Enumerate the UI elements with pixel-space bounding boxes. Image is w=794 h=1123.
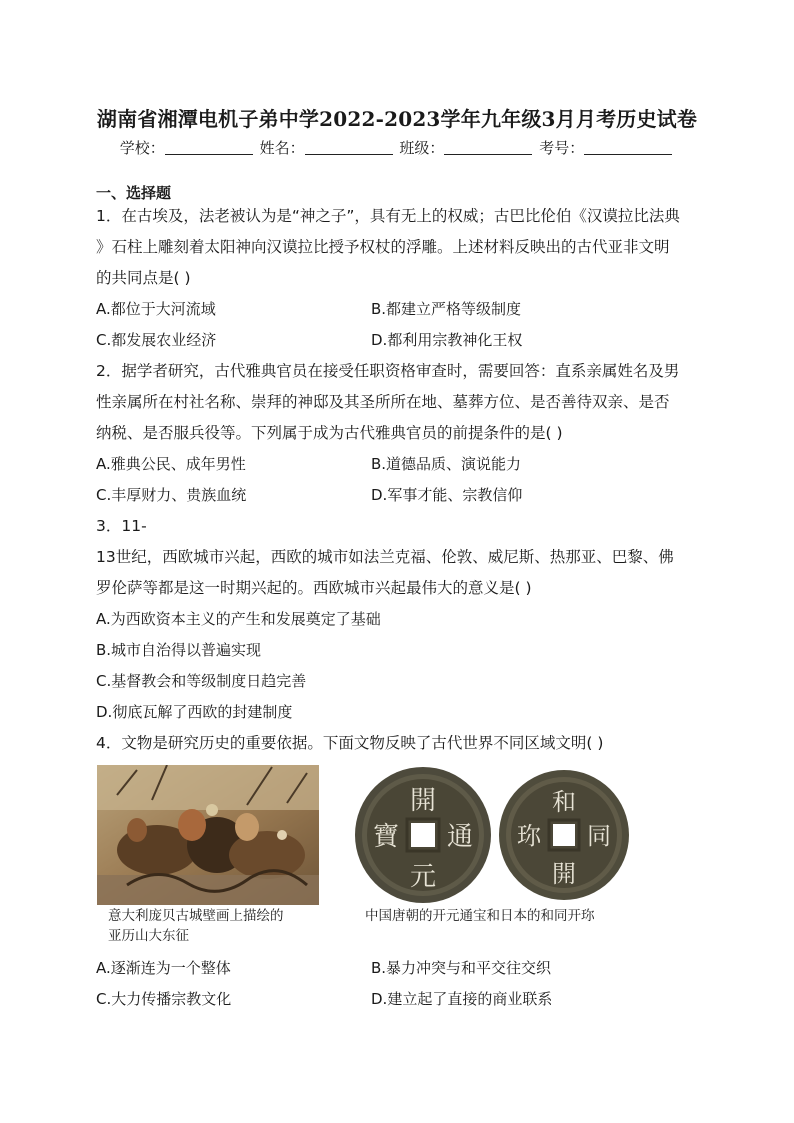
number-label: 考号： [539, 139, 585, 157]
q1-stem-line-2: 》石柱上雕刻着太阳神向汉谟拉比授予权杖的浮雕。上述材料反映出的古代亚非文明 [96, 238, 670, 256]
q3-option-b[interactable]: B.城市自治得以普遍实现 [96, 641, 262, 659]
school-label: 学校： [119, 139, 165, 157]
q2-stem-line-2: 性亲属所在村社名称、崇拜的神邸及其圣所所在地、墓葬方位、是否善待双亲、是否 [96, 393, 670, 411]
q2-option-c[interactable]: C.丰厚财力、贵族血统 [96, 486, 247, 504]
q1-option-a[interactable]: A.都位于大河流域 [96, 300, 216, 318]
q4-option-b[interactable]: B.暴力冲突与和平交往交织 [371, 959, 552, 977]
q2-stem-line-1: 2．据学者研究，古代雅典官员在接受任职资格审查时，需要回答：直系亲属姓名及男 [96, 362, 680, 380]
q3-stem-line-1: 3．11- [96, 517, 147, 535]
wado-kaichin-coin-image [497, 768, 631, 902]
q3-option-d[interactable]: D.彻底瓦解了西欧的封建制度 [96, 703, 293, 721]
q2-option-b[interactable]: B.道德品质、演说能力 [371, 455, 522, 473]
q4-stem-line-1: 4．文物是研究历史的重要依据。下面文物反映了古代世界不同区域文明( ) [96, 734, 604, 752]
caption-coins: 中国唐朝的开元通宝和日本的和同开珎 [365, 908, 595, 924]
q3-option-c[interactable]: C.基督教会和等级制度日趋完善 [96, 672, 307, 690]
coin2-char-bottom: 開 [552, 860, 576, 888]
kaiyuan-tongbao-coin-image [352, 765, 494, 905]
class-blank[interactable] [444, 140, 532, 155]
q4-option-a[interactable]: A.逐渐连为一个整体 [96, 959, 231, 977]
q3-stem-line-2: 13世纪，西欧城市兴起，西欧的城市如法兰克福、伦敦、威尼斯、热那亚、巴黎、佛 [96, 548, 674, 566]
section-heading: 一、选择题 [96, 184, 172, 202]
coin1-char-right: 通 [446, 822, 474, 852]
q4-option-d[interactable]: D.建立起了直接的商业联系 [371, 990, 553, 1008]
q1-option-c[interactable]: C.都发展农业经济 [96, 331, 217, 349]
q3-option-a[interactable]: A.为西欧资本主义的产生和发展奠定了基础 [96, 610, 381, 628]
caption-alexander-line-1: 意大利庞贝古城壁画上描绘的 [108, 908, 284, 924]
name-label: 姓名： [259, 139, 305, 157]
coin2-char-top: 和 [552, 788, 576, 816]
q3-stem-line-3: 罗伦萨等都是这一时期兴起的。西欧城市兴起最伟大的意义是( ) [96, 579, 532, 597]
name-blank[interactable] [305, 140, 393, 155]
q2-option-a[interactable]: A.雅典公民、成年男性 [96, 455, 246, 473]
q2-option-d[interactable]: D.军事才能、宗教信仰 [371, 486, 523, 504]
coin1-char-bottom: 元 [409, 862, 437, 892]
alexander-mosaic-image [97, 765, 319, 905]
school-blank[interactable] [165, 140, 253, 155]
coin1-char-top: 開 [409, 786, 437, 816]
caption-alexander-line-2: 亚历山大东征 [108, 928, 189, 944]
number-blank[interactable] [584, 140, 672, 155]
exam-title: 湖南省湘潭电机子弟中学2022-2023学年九年级3月月考历史试卷 [96, 107, 698, 131]
q1-stem-line-1: 1．在古埃及，法老被认为是“神之子”，具有无上的权威；古巴比伦伯《汉谟拉比法典 [96, 207, 680, 225]
q2-stem-line-3: 纳税、是否服兵役等。下列属于成为古代雅典官员的前提条件的是( ) [96, 424, 563, 442]
q4-option-c[interactable]: C.大力传播宗教文化 [96, 990, 232, 1008]
coin2-char-left: 珎 [517, 822, 541, 850]
student-info-row [0, 137, 794, 158]
q1-option-d[interactable]: D.都利用宗教神化王权 [371, 331, 523, 349]
coin1-char-left: 寶 [372, 822, 400, 852]
coin2-char-right: 同 [587, 822, 611, 850]
q1-option-b[interactable]: B.都建立严格等级制度 [371, 300, 522, 318]
class-label: 班级： [399, 139, 445, 157]
q1-stem-line-3: 的共同点是( ) [96, 269, 191, 287]
